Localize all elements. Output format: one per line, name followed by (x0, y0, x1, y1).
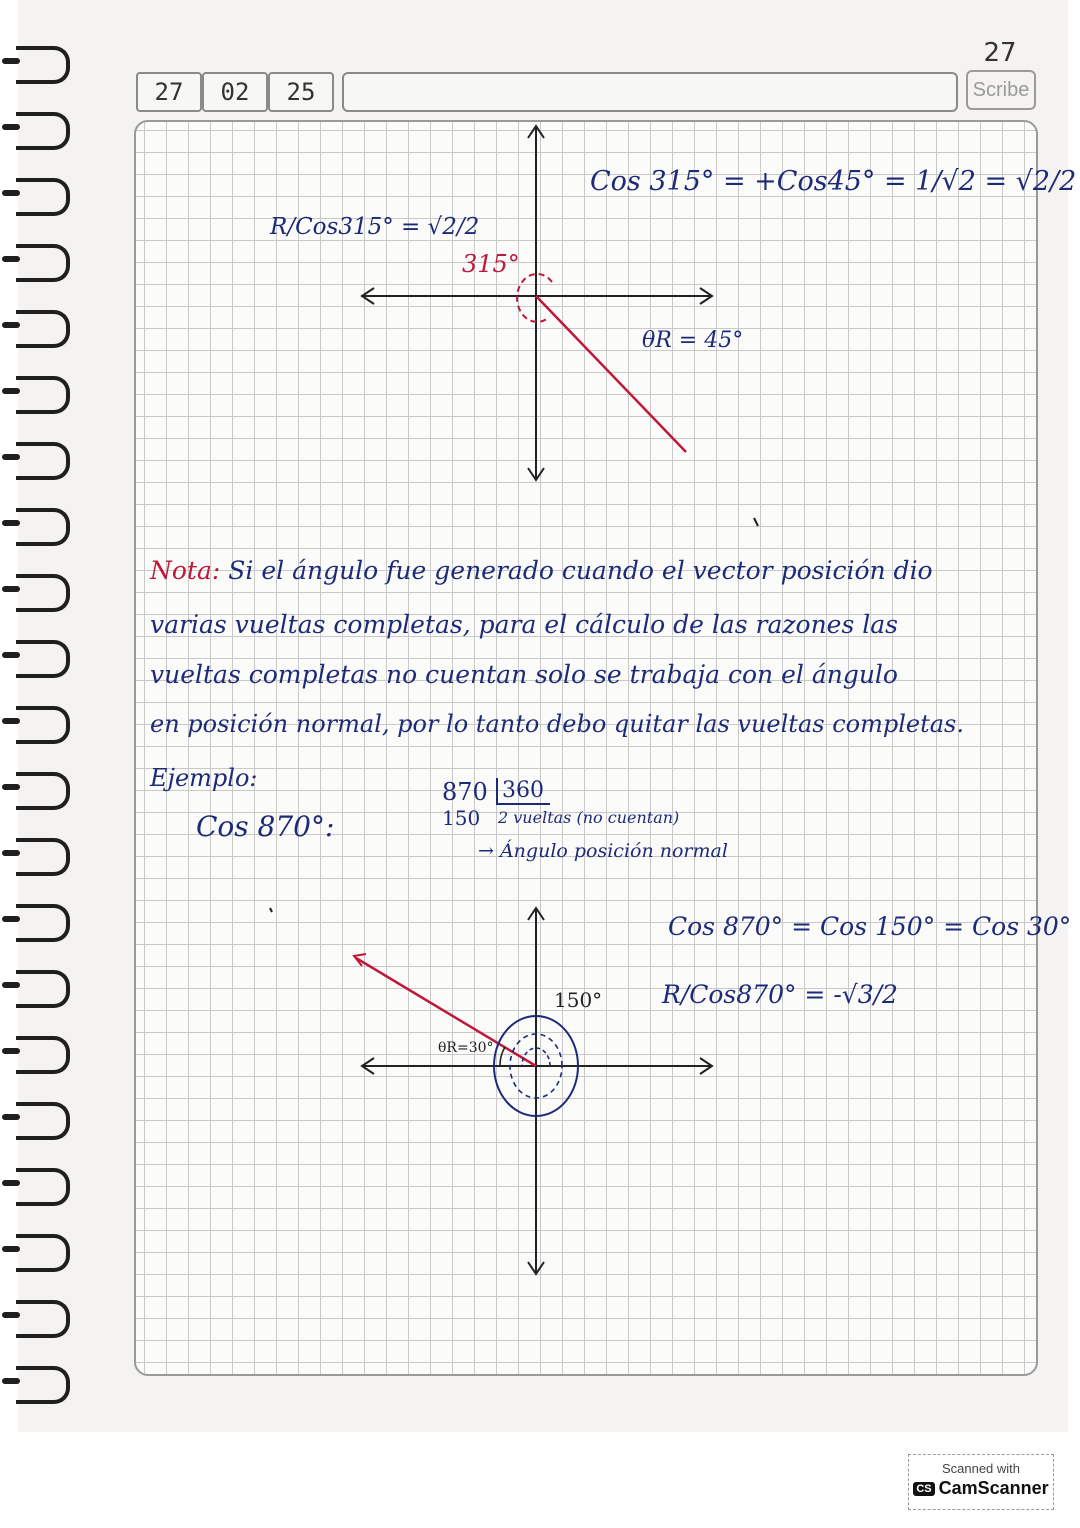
reference-angle-arc (500, 1047, 505, 1066)
note-line-3: vueltas completas no cuentan solo se trabaja con el ángulo (150, 660, 898, 689)
division-dividend: 870 (442, 778, 488, 806)
scanner-line-1: Scanned with (941, 1461, 1021, 1476)
example2-formula: Cos 870° = Cos 150° = Cos 30° (668, 912, 1072, 941)
scanner-badge (908, 1454, 1054, 1510)
example2-reference-label: θR=30° (438, 1040, 494, 1056)
note-text-1: Si el ángulo fue generado cuando el vector posición dio (228, 556, 933, 585)
date-day: 27 (136, 72, 202, 112)
brand-logo: Scribe (966, 70, 1036, 110)
rotation-arc-315 (517, 274, 552, 322)
division-quotient: 2 vueltas (no cuentan) (498, 808, 680, 827)
example1-formula: Cos 315° = +Cos45° = 1/√2 = √2/2 (590, 166, 1077, 197)
example2-angle-label: 150° (554, 988, 603, 1012)
example1-angle-label: 315° (462, 250, 520, 278)
note-line-4: en posición normal, por lo tanto debo quitar las vueltas completas. (150, 710, 964, 738)
scanner-line-2 (909, 1478, 1053, 1499)
page-number: 27 (983, 38, 1017, 68)
axes-diagram-2 (362, 908, 712, 1274)
note-line-2: varias vueltas completas, para el cálculo de las razones las (150, 610, 898, 639)
remainder-note: → Ángulo posición normal (478, 840, 728, 862)
date-year: 25 (268, 72, 334, 112)
division-divisor: 360 (496, 778, 550, 805)
note-label: Nota: (150, 556, 221, 585)
example1-answer: R/Cos315° = √2/2 (270, 214, 480, 240)
camscanner-icon: CS (913, 1482, 934, 1496)
example2-heading: Ejemplo: (150, 764, 258, 792)
date-month: 02 (202, 72, 268, 112)
example2-answer: R/Cos870° = -√3/2 (662, 980, 898, 1009)
note-line-1 (150, 556, 933, 585)
terminal-side-315 (536, 296, 686, 452)
scanner-brand: CamScanner (938, 1478, 1049, 1498)
division-remainder: 150 (442, 806, 481, 830)
example1-reference-label: θR = 45° (642, 328, 744, 353)
example2-expression: Cos 870°: (196, 810, 335, 843)
